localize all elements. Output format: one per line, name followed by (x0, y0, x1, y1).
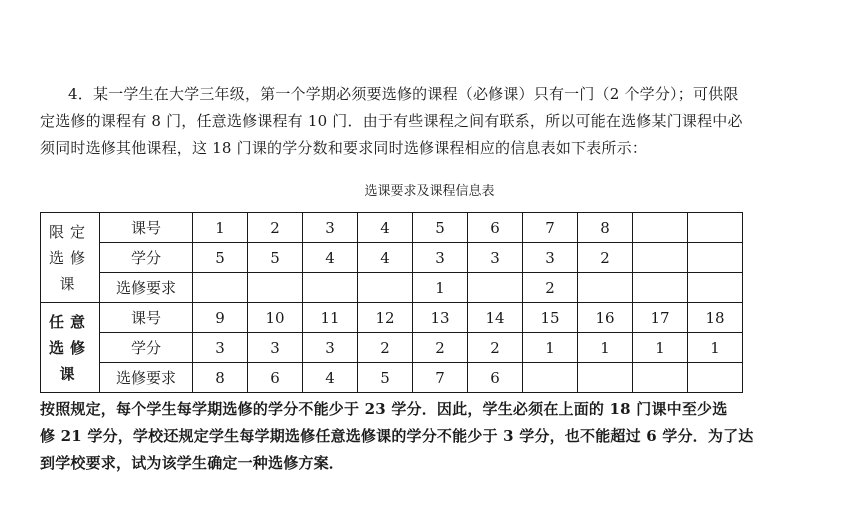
table-cell: 3 (193, 333, 248, 363)
table-cell: 1 (523, 333, 578, 363)
table-cell: 11 (303, 303, 358, 333)
table-cell: 12 (358, 303, 413, 333)
problem-line-1: 4．某一学生在大学三年级，第一个学期必须要选修的课程（必修课）只有一门（2 个学分）；可供限 (68, 85, 739, 103)
table-cell: 7 (413, 363, 468, 393)
table-cell (633, 243, 688, 273)
table-cell: 1 (193, 213, 248, 243)
table-row (41, 243, 743, 273)
group-label-line: 选修 (48, 248, 91, 267)
table-cell: 1 (688, 333, 743, 363)
course-info-table (40, 212, 743, 393)
table-cell (688, 243, 743, 273)
table-cell: 5 (193, 243, 248, 273)
table-cell: 3 (303, 333, 358, 363)
table-cell (358, 273, 413, 303)
table-cell: 10 (248, 303, 303, 333)
table-cell (688, 273, 743, 303)
table-cell: 8 (578, 213, 633, 243)
table-cell (578, 273, 633, 303)
table-caption: 选课要求及课程信息表 (364, 184, 495, 199)
table-row (41, 333, 743, 363)
conclusion-text (40, 396, 840, 477)
group-label-line: 限定 (48, 222, 91, 241)
table-cell: 3 (248, 333, 303, 363)
table-cell: 2 (468, 333, 523, 363)
table-cell: 13 (413, 303, 468, 333)
table-cell (633, 273, 688, 303)
row-label-credit: 学分 (100, 333, 193, 363)
table-row (41, 273, 743, 303)
conclusion-line-3: 到学校要求，试为该学生确定一种选修方案． (40, 454, 345, 472)
table-cell: 6 (248, 363, 303, 393)
group-label-line: 课 (59, 274, 81, 293)
table-cell (248, 273, 303, 303)
table-cell: 16 (578, 303, 633, 333)
table-cell: 8 (193, 363, 248, 393)
table-cell (633, 213, 688, 243)
table-cell (193, 273, 248, 303)
table-cell (688, 363, 743, 393)
table-cell: 2 (523, 273, 578, 303)
table-cell: 5 (358, 363, 413, 393)
table-cell: 17 (633, 303, 688, 333)
table-cell (523, 363, 578, 393)
group-label-line: 任意 (48, 312, 91, 331)
table-cell (468, 273, 523, 303)
row-label-course: 课号 (100, 213, 193, 243)
table-cell: 7 (523, 213, 578, 243)
group-label-line: 课 (59, 364, 81, 383)
table-cell: 3 (468, 243, 523, 273)
table-cell: 6 (468, 363, 523, 393)
table-cell: 5 (413, 213, 468, 243)
table-cell: 3 (413, 243, 468, 273)
table-row (41, 303, 743, 333)
table-cell: 14 (468, 303, 523, 333)
problem-line-2: 定选修的课程有 8 门，任意选修课程有 10 门．由于有些课程之间有联系，所以可能在选修某门课程中必 (40, 112, 743, 130)
table-cell (688, 213, 743, 243)
group-label-restricted (41, 213, 100, 303)
table-row (41, 363, 743, 393)
problem-statement (40, 81, 830, 162)
table-cell: 5 (248, 243, 303, 273)
table-cell: 9 (193, 303, 248, 333)
table-cell: 3 (523, 243, 578, 273)
table-cell: 4 (358, 243, 413, 273)
table-cell: 1 (413, 273, 468, 303)
table-cell: 18 (688, 303, 743, 333)
table-cell: 6 (468, 213, 523, 243)
row-label-req: 选修要求 (100, 363, 193, 393)
conclusion-line-2: 修 21 学分，学校还规定学生每学期选修任意选修课的学分不能少于 3 学分，也不能超过 6 学分．为了达 (40, 427, 754, 445)
table-cell: 1 (578, 333, 633, 363)
group-label-elective (41, 303, 100, 393)
table-row (41, 213, 743, 243)
table-cell: 2 (248, 213, 303, 243)
table-cell: 15 (523, 303, 578, 333)
table-cell (303, 273, 358, 303)
row-label-credit: 学分 (100, 243, 193, 273)
table-cell: 2 (578, 243, 633, 273)
table-cell: 2 (358, 333, 413, 363)
group-label-line: 选修 (48, 338, 91, 357)
table-cell: 4 (303, 243, 358, 273)
table-cell: 3 (303, 213, 358, 243)
table-cell: 1 (633, 333, 688, 363)
table-cell (633, 363, 688, 393)
table-cell: 4 (358, 213, 413, 243)
row-label-req: 选修要求 (100, 273, 193, 303)
conclusion-line-1: 按照规定，每个学生每学期选修的学分不能少于 23 学分．因此，学生必须在上面的 18 门课中至少选 (40, 400, 728, 418)
table-cell: 2 (413, 333, 468, 363)
row-label-course: 课号 (100, 303, 193, 333)
problem-line-3: 须同时选修其他课程，这 18 门课的学分数和要求同时选修课程相应的信息表如下表所示： (40, 139, 648, 157)
table-cell: 4 (303, 363, 358, 393)
table-cell (578, 363, 633, 393)
